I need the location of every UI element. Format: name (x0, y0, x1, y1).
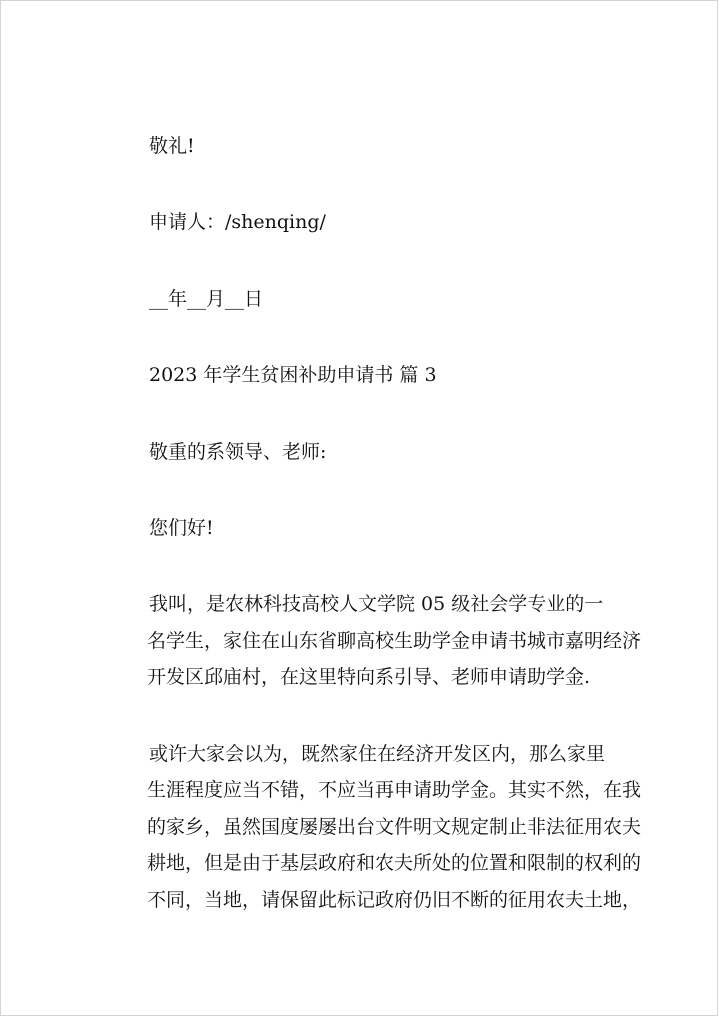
paragraph-1-line: 名学生，家住在山东省聊高校生助学金申请书城市嘉明经济 (147, 630, 642, 652)
section-title: 2023 年学生贫困补助申请书 篇 3 (149, 364, 437, 386)
paragraph-2-line: 或许大家会以为，既然家住在经济开发区内，那么家里 (149, 743, 606, 765)
date-line: __年__月__日 (149, 288, 264, 310)
paragraph-2-line: 生涯程度应当不错，不应当再申请助学金。其实不然，在我 (147, 779, 642, 801)
applicant-line: 申请人：/shenqing/ (149, 211, 326, 233)
paragraph-1-line: 开发区邱庙村，在这里特向系引导、老师申请助学金. (147, 666, 591, 688)
greeting-line: 您们好! (149, 517, 214, 539)
paragraph-2-line: 不同，当地，请保留此标记政府仍旧不断的征用农夫土地， (147, 889, 642, 911)
paragraph-2-line: 的家乡，虽然国度屡屡出台文件明文规定制止非法征用农夫 (147, 816, 642, 838)
closing-line: 敬礼! (149, 135, 195, 157)
paragraph-2-line: 耕地，但是由于基层政府和农夫所处的位置和限制的权利的 (147, 852, 642, 874)
salutation-line: 敬重的系领导、老师: (149, 441, 327, 463)
paragraph-1-line: 我叫，是农林科技高校人文学院 05 级社会学专业的一 (149, 593, 604, 615)
